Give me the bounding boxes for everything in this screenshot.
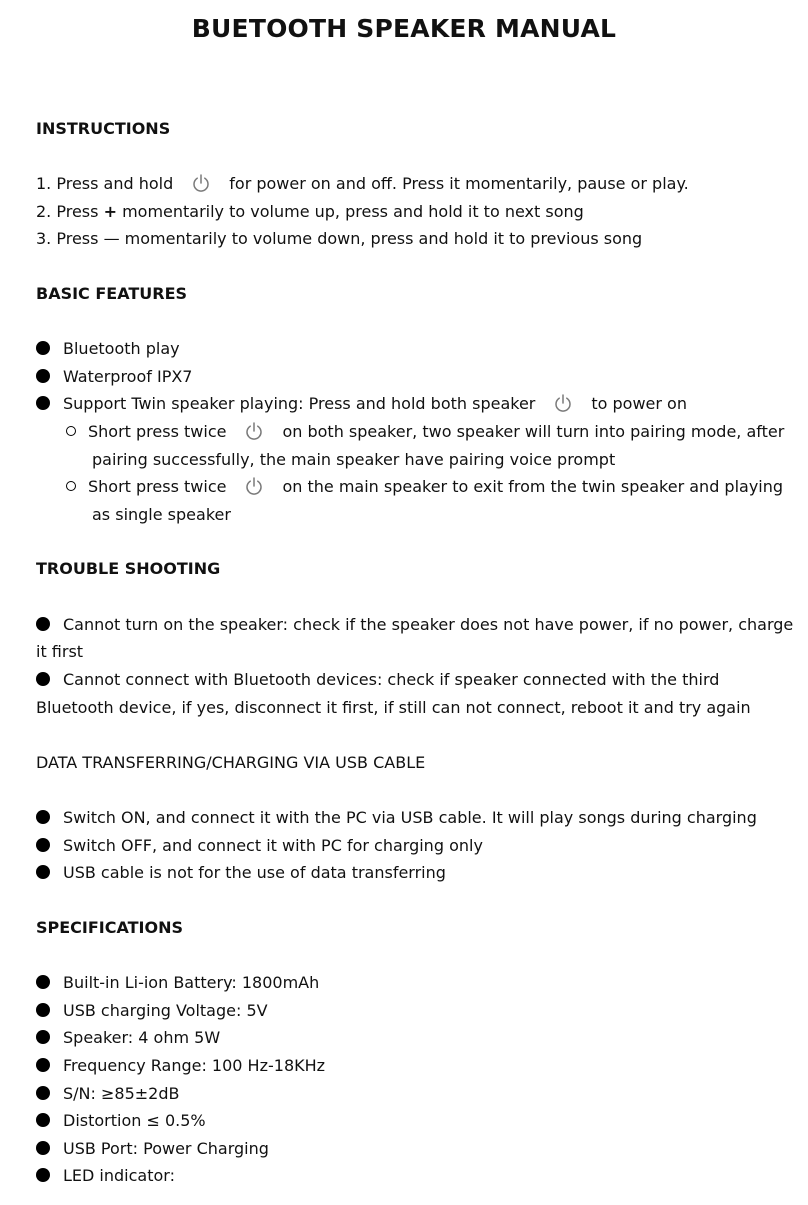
spec-item bbox=[36, 972, 319, 994]
bullet-icon bbox=[36, 369, 50, 383]
trouble-item-1 bbox=[36, 614, 793, 636]
bullet-icon bbox=[36, 865, 50, 879]
feature-sub-item-1-cont: pairing successfully, the main speaker have pairing voice prompt bbox=[92, 450, 616, 469]
feature-sub-item-2-text-a: Short press twice bbox=[88, 477, 227, 496]
data-item-3-text: USB cable is not for the use of data transferring bbox=[63, 863, 446, 882]
bullet-icon bbox=[36, 1168, 50, 1182]
trouble-item-2-cont: Bluetooth device, if yes, disconnect it first, if still can not connect, reboot it and try again bbox=[36, 698, 751, 717]
instruction-item-2 bbox=[36, 201, 584, 223]
spec-item-text: USB charging Voltage: 5V bbox=[63, 1001, 268, 1020]
bullet-icon bbox=[36, 1141, 50, 1155]
section-heading-specifications: SPECIFICATIONS bbox=[36, 918, 184, 937]
trouble-item-2 bbox=[36, 669, 719, 691]
instruction-item-2-text-a: 2. Press bbox=[36, 202, 99, 221]
instruction-item-1-text-b: for power on and off. Press it momentarily, pause or play. bbox=[229, 174, 689, 193]
power-icon bbox=[244, 476, 264, 496]
trouble-item-2-text-a: Cannot connect with Bluetooth devices: check if speaker connected with the third bbox=[63, 670, 720, 689]
bullet-icon bbox=[36, 1086, 50, 1100]
feature-item-1 bbox=[36, 338, 180, 360]
spec-item bbox=[36, 1138, 269, 1160]
feature-item-3-text-a: Support Twin speaker playing: Press and hold both speaker bbox=[63, 394, 536, 413]
bullet-icon bbox=[36, 810, 50, 824]
plus-symbol: + bbox=[103, 202, 117, 221]
feature-item-3 bbox=[36, 393, 687, 415]
sub-bullet-icon bbox=[66, 481, 76, 491]
bullet-icon bbox=[36, 396, 50, 410]
spec-item bbox=[36, 1000, 268, 1022]
data-item-1 bbox=[36, 807, 757, 829]
bullet-icon bbox=[36, 1113, 50, 1127]
spec-item bbox=[36, 1027, 220, 1049]
sub-bullet-icon bbox=[66, 426, 76, 436]
feature-item-2-text: Waterproof IPX7 bbox=[63, 367, 193, 386]
data-item-1-text: Switch ON, and connect it with the PC via USB cable. It will play songs during charging bbox=[63, 808, 757, 827]
bullet-icon bbox=[36, 672, 50, 686]
section-heading-basic-features: BASIC FEATURES bbox=[36, 284, 188, 303]
data-item-2 bbox=[36, 835, 483, 857]
power-icon bbox=[191, 173, 211, 193]
instruction-item-1 bbox=[36, 173, 689, 195]
data-item-3 bbox=[36, 862, 446, 884]
instruction-item-2-text-b: momentarily to volume up, press and hold it to next song bbox=[122, 202, 584, 221]
bullet-icon bbox=[36, 1003, 50, 1017]
bullet-icon bbox=[36, 341, 50, 355]
instruction-item-3-text-a: 3. Press bbox=[36, 229, 99, 248]
minus-symbol: — bbox=[103, 229, 120, 248]
feature-sub-item-2 bbox=[66, 476, 783, 498]
spec-item bbox=[36, 1110, 206, 1132]
feature-sub-item-1 bbox=[66, 421, 784, 443]
section-heading-trouble-shooting: TROUBLE SHOOTING bbox=[36, 559, 221, 578]
feature-item-1-text: Bluetooth play bbox=[63, 339, 180, 358]
instruction-item-3 bbox=[36, 228, 642, 250]
spec-item-text: Frequency Range: 100 Hz-18KHz bbox=[63, 1056, 326, 1075]
bullet-icon bbox=[36, 1030, 50, 1044]
feature-item-2 bbox=[36, 366, 192, 388]
trouble-item-1-text-a: Cannot turn on the speaker: check if the speaker does not have power, if no power, charge bbox=[63, 615, 794, 634]
power-icon bbox=[244, 421, 264, 441]
spec-item bbox=[36, 1055, 325, 1077]
bullet-icon bbox=[36, 838, 50, 852]
spec-item-text: Built-in Li-ion Battery: 1800mAh bbox=[63, 973, 320, 992]
feature-sub-item-1-text-b: on both speaker, two speaker will turn into pairing mode, after bbox=[282, 422, 785, 441]
data-item-2-text: Switch OFF, and connect it with PC for charging only bbox=[63, 836, 483, 855]
instruction-item-3-text-b: momentarily to volume down, press and hold it to previous song bbox=[124, 229, 643, 248]
spec-item-text: S/N: ≥85±2dB bbox=[63, 1084, 180, 1103]
power-icon bbox=[553, 393, 573, 413]
section-heading-instructions: INSTRUCTIONS bbox=[36, 119, 171, 138]
spec-item-text: Speaker: 4 ohm 5W bbox=[63, 1028, 221, 1047]
spec-item-text: LED indicator: bbox=[63, 1166, 175, 1185]
page-title: BUETOOTH SPEAKER MANUAL bbox=[191, 14, 617, 43]
spec-item bbox=[36, 1083, 179, 1105]
feature-sub-item-1-text-a: Short press twice bbox=[88, 422, 227, 441]
section-heading-data-transfer: DATA TRANSFERRING/CHARGING VIA USB CABLE bbox=[36, 753, 426, 772]
feature-sub-item-2-cont: as single speaker bbox=[92, 505, 231, 524]
trouble-item-1-cont: it first bbox=[36, 642, 84, 661]
bullet-icon bbox=[36, 975, 50, 989]
feature-item-3-text-b: to power on bbox=[591, 394, 687, 413]
instruction-item-1-text-a: 1. Press and hold bbox=[36, 174, 174, 193]
feature-sub-item-2-text-b: on the main speaker to exit from the twin speaker and playing bbox=[282, 477, 784, 496]
spec-item-text: Distortion ≤ 0.5% bbox=[63, 1111, 206, 1130]
spec-item bbox=[36, 1165, 175, 1187]
bullet-icon bbox=[36, 1058, 50, 1072]
bullet-icon bbox=[36, 617, 50, 631]
spec-item-text: USB Port: Power Charging bbox=[63, 1139, 269, 1158]
